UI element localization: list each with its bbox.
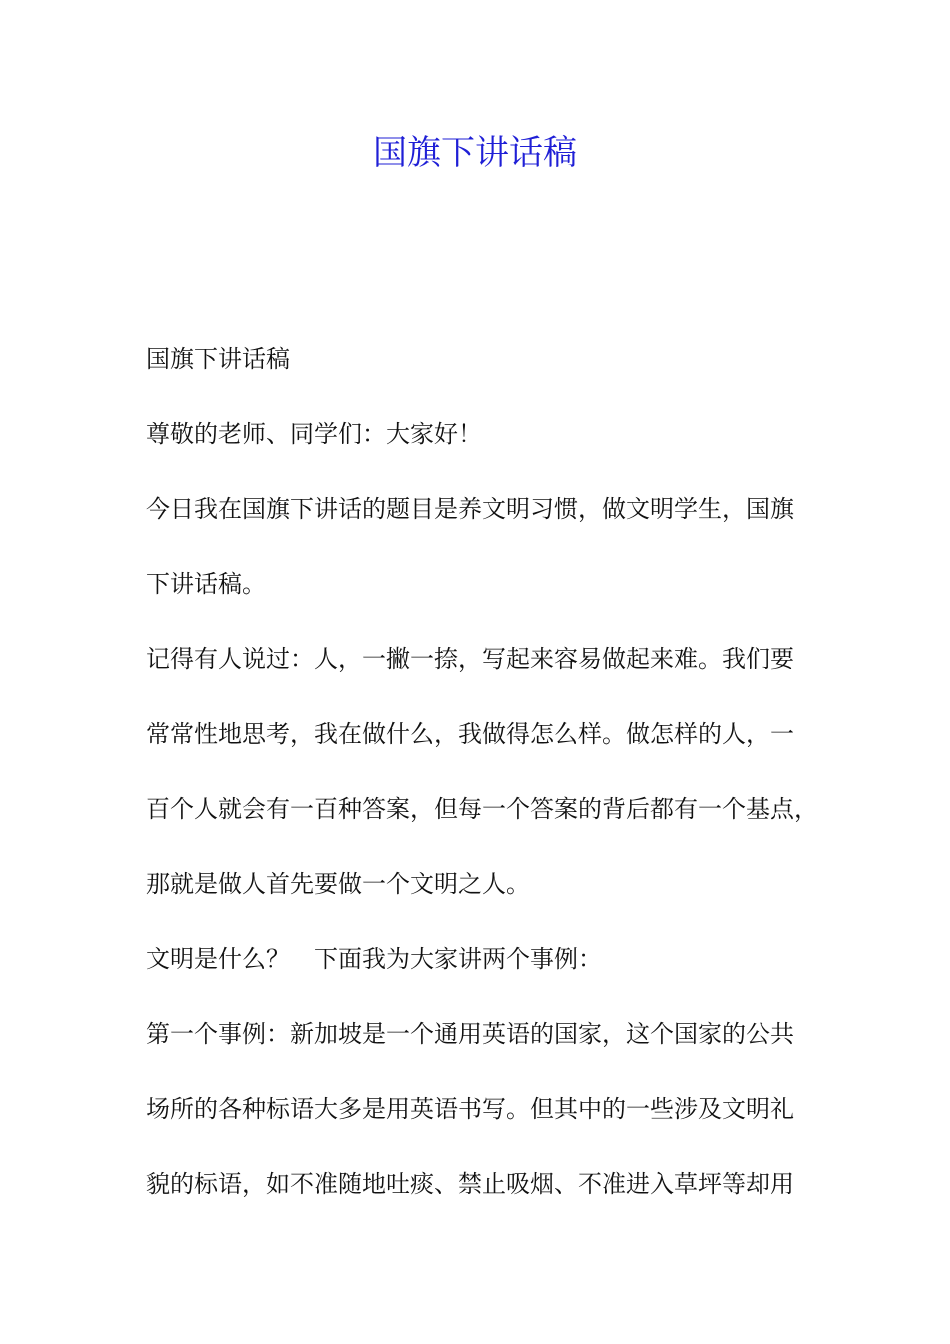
text-line: 场所的各种标语大多是用英语书写。但其中的一些涉及文明礼 bbox=[146, 1095, 794, 1123]
text-line: 下讲话稿。 bbox=[146, 570, 266, 598]
text-line: 那就是做人首先要做一个文明之人。 bbox=[146, 870, 530, 898]
text-line: 貌的标语，如不准随地吐痰、禁止吸烟、不准进入草坪等却用 bbox=[146, 1170, 794, 1198]
text-line: 第一个事例：新加坡是一个通用英语的国家，这个国家的公共 bbox=[146, 1020, 794, 1048]
document-body bbox=[146, 335, 836, 1235]
text-line: 常常性地思考，我在做什么，我做得怎么样。做怎样的人，一 bbox=[146, 720, 794, 748]
text-line: 记得有人说过：人，一撇一捺，写起来容易做起来难。我们要 bbox=[146, 645, 794, 673]
text-line: 今日我在国旗下讲话的题目是养文明习惯，做文明学生，国旗 bbox=[146, 495, 794, 523]
document-title: 国旗下讲话稿 bbox=[373, 133, 577, 173]
text-line: 百个人就会有一百种答案，但每一个答案的背后都有一个基点， bbox=[146, 795, 818, 823]
text-line: 文明是什么？ 下面我为大家讲两个事例： bbox=[146, 945, 602, 973]
text-line: 尊敬的老师、同学们：大家好！ bbox=[146, 420, 482, 448]
text-line: 国旗下讲话稿 bbox=[146, 345, 290, 373]
